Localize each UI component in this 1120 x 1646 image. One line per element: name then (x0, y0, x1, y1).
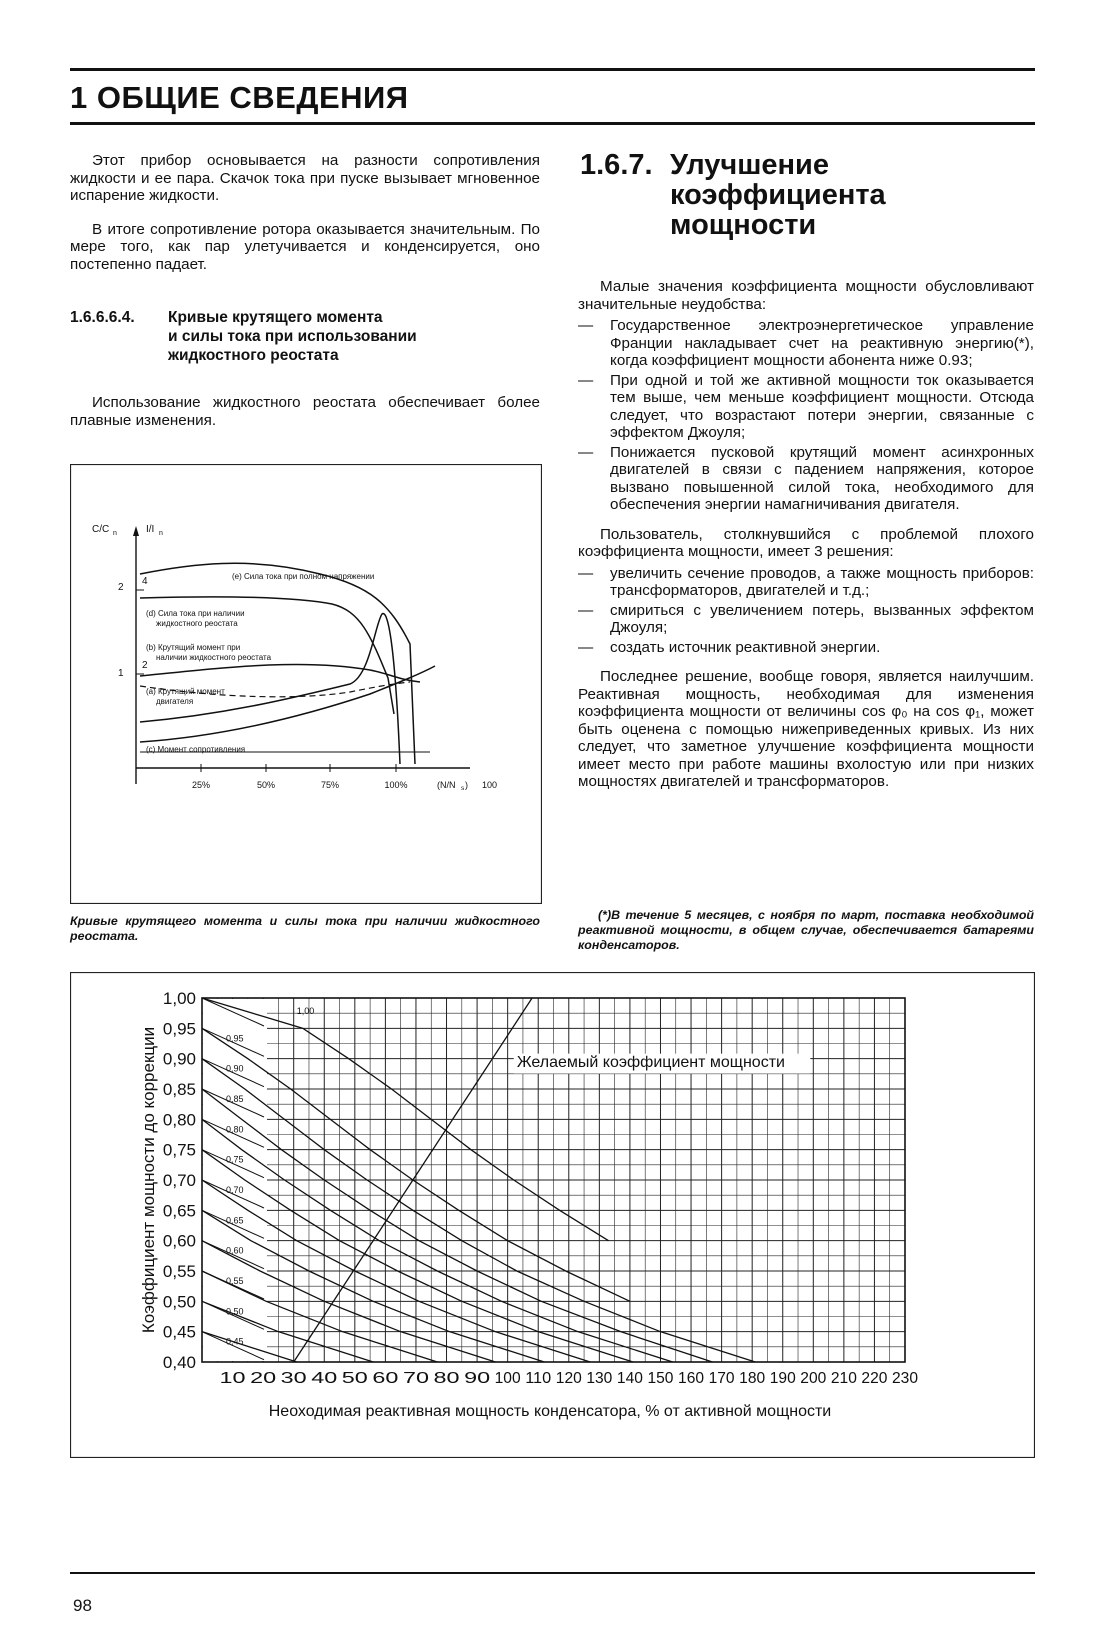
y-tick-label: 0,65 (162, 1201, 196, 1221)
chapter-title: 1 ОБЩИЕ СВЕДЕНИЯ (70, 80, 409, 115)
x-tick-label: 60 (372, 1370, 399, 1387)
x-tick-label: 230 (892, 1370, 919, 1387)
x-tick-label: 150 (647, 1370, 674, 1387)
curve-label: 0,70 (226, 1185, 244, 1195)
footer-rule (70, 1572, 1035, 1574)
y-inner-tick: 2 (142, 660, 148, 671)
curve-label: 0,85 (226, 1094, 244, 1104)
x-tick-label: 25% (191, 780, 211, 790)
x-tick-label: 50% (256, 780, 276, 790)
curve-annotation: двигателя (156, 697, 194, 706)
footnote: (*)В течение 5 месяцев, с ноября по март, поставка необходимой реактивной мощности, в общем случае, обеспечивается батареями конденсаторов. (578, 908, 1034, 952)
curve-annotation: (е) Сила тока при полном напряжении (232, 572, 375, 581)
y-inner-tick: 4 (142, 576, 148, 587)
right-body (578, 278, 1034, 807)
paragraph: Пользователь, столкнувшийся с проблемой плохого коэффициента мощности, имеет 3 решения: (578, 525, 1034, 560)
x-tick-label: 170 (708, 1370, 735, 1387)
page-number: 98 (73, 1596, 92, 1615)
curve-label: 1,00 (296, 1006, 315, 1016)
section-number: 1.6.7. (580, 149, 653, 181)
y-tick-label: 0,60 (162, 1231, 196, 1251)
curve-label: 0,90 (226, 1063, 244, 1074)
y-label-current-sub: n (159, 530, 163, 537)
left-intro (70, 152, 540, 289)
curve-annotation: жидкостного реостата (156, 619, 238, 628)
y-tick-label: 0,75 (162, 1140, 196, 1160)
curve-label: 0,55 (226, 1276, 244, 1286)
y-outer-tick: 2 (118, 582, 124, 593)
paragraph: Этот прибор основывается на разности сопротивления жидкости и ее пара. Скачок тока при пуске вызывает мгновенное испарение жидкости. (70, 152, 540, 204)
torque-current-figure (70, 464, 542, 904)
curve-label: 0,75 (226, 1154, 244, 1165)
y-axis-arrow (133, 526, 139, 536)
section-title-line: Улучшение (670, 149, 829, 181)
x-tick-label: 180 (739, 1370, 766, 1387)
power-factor-chart (70, 972, 1035, 1458)
list-item: — увеличить сечение проводов, а также мощность приборов: трансформаторов, двигателей и т.д.; (578, 565, 1034, 600)
y-tick-label: 0,45 (162, 1322, 196, 1342)
x-tick-label: 40 (311, 1370, 338, 1387)
x-axis-label: Неоходимая реактивная мощность конденсатора, % от активной мощности (268, 1403, 832, 1420)
paragraph: Использование жидкостного реостата обеспечивает более плавные изменения. (70, 394, 540, 429)
x-tick-label: 130 (586, 1370, 613, 1387)
left-after-heading (70, 394, 540, 445)
curve-annotation: (а) Крутящий момент (146, 687, 225, 696)
y-tick-label: 0,40 (162, 1353, 196, 1372)
subsection-title-line: и силы тока при использовании (168, 328, 417, 345)
y-tick-label: 1,00 (162, 989, 196, 1008)
curve-label: 0,65 (226, 1215, 244, 1226)
curve-annotation: (b) Крутящий момент при (146, 643, 241, 652)
y-label-current: I/I (146, 524, 155, 535)
x-tick-label: 10 (219, 1370, 246, 1387)
paragraph: В итоге сопротивление ротора оказывается значительным. По мере того, как пар улетучивается и конденсируется, оно постепенно падает. (70, 220, 540, 273)
paragraph: Последнее решение, вообще говоря, является наилучшим. Реактивная мощность, необходимая для изменения коэффициента мощности от величины cos φ₀ на cos φ₁, может быть оценена с помощью нижеприведенных кривых. Из них следует, что заметное улучшение коэффициента мощности имеет место при работе машины вхолостую или при низких мощностях двигателей и трансформаторов. (578, 668, 1034, 790)
paragraph: Малые значения коэффициента мощности обусловливают значительные неудобства: (578, 278, 1034, 313)
subsection-title-line: жидкостного реостата (168, 347, 339, 364)
section-title-line: коэффициента (670, 179, 886, 211)
curve-label: 0,50 (226, 1306, 244, 1317)
x-tick-label: 70 (402, 1370, 430, 1387)
x-axis-label-sub: s (461, 785, 465, 792)
curve-label: 0,45 (226, 1336, 244, 1347)
subsection-title-line: Кривые крутящего момента (168, 309, 383, 326)
curve-b (140, 664, 420, 682)
curve-label: 0,60 (226, 1245, 244, 1256)
top-rule (70, 68, 1035, 71)
x-tick-label: 30 (280, 1370, 307, 1387)
x-tick-label: 110 (525, 1370, 552, 1387)
x-end-value: 100 (482, 780, 498, 790)
section-title-line: мощности (670, 209, 817, 241)
drawbacks-list (578, 317, 1034, 514)
x-tick-label: 90 (464, 1370, 491, 1387)
x-tick-label: 100% (384, 780, 408, 790)
x-axis-label: (N/N (437, 780, 456, 790)
list-item: — При одной и той же активной мощности ток оказывается тем выше, чем меньше коэффициент мощности. Отсюда следует, что возрастают потери энергии, связанные с эффектом Джоуля; (578, 372, 1034, 442)
x-tick-label: 50 (341, 1370, 368, 1387)
y-axis-label: Коэффициент мощности до коррекции (139, 1026, 158, 1334)
figure-caption: Кривые крутящего момента и силы тока при наличии жидкостного реостата. (70, 914, 540, 943)
curve-label: 0,95 (226, 1033, 244, 1044)
x-tick-label: 100 (494, 1370, 521, 1387)
chart-grid (202, 998, 905, 1362)
x-tick-label: 140 (616, 1370, 644, 1387)
y-tick-label: 0,90 (162, 1049, 196, 1069)
subsection-number: 1.6.6.6.4. (70, 309, 135, 326)
x-tick-label: 200 (800, 1370, 827, 1387)
x-tick-label: 190 (769, 1370, 796, 1387)
curve-annotation: (d) Сила тока при наличии (146, 609, 245, 618)
y-label-torque: C/C (92, 524, 110, 535)
y-outer-tick: 1 (118, 668, 124, 679)
x-tick-label: 80 (433, 1370, 460, 1387)
x-tick-label: 220 (861, 1370, 888, 1387)
y-tick-label: 0,85 (162, 1080, 196, 1099)
y-tick-label: 0,80 (162, 1110, 196, 1130)
list-item: — Понижается пусковой крутящий момент асинхронных двигателей в связи с падением напряжения, которое вызвано повышенной силой тока, необходимого для обеспечения энергии намагничивания двигателя. (578, 444, 1034, 514)
desired-pf-annotation: Желаемый коэффициент мощности (516, 1053, 785, 1071)
x-tick-label: 120 (555, 1370, 582, 1387)
header-rule (70, 122, 1035, 125)
list-item: — смириться с увеличением потерь, вызванных эффектом Джоуля; (578, 602, 1034, 637)
x-tick-label: 20 (250, 1370, 277, 1387)
y-label-torque-sub: n (113, 530, 117, 537)
y-tick-label: 0,55 (162, 1262, 196, 1281)
y-tick-label: 0,50 (162, 1292, 196, 1312)
x-tick-label: 160 (678, 1370, 705, 1387)
y-tick-label: 0,70 (162, 1171, 196, 1190)
curve-label: 0,80 (226, 1124, 244, 1135)
list-item: — Государственное электроэнергетическое управление Франции накладывает счет на реактивную энергию(*), когда коэффициент мощности абонента ниже 0.93; (578, 317, 1034, 370)
x-axis-label-end: ) (465, 780, 468, 790)
curve-e (140, 563, 415, 764)
x-tick-label: 75% (320, 780, 340, 790)
curve-annotation: наличии жидкостного реостата (156, 653, 272, 662)
curve-annotation: (с) Момент сопротивления (146, 745, 246, 754)
solutions-list (578, 565, 1034, 657)
y-tick-label: 0,95 (162, 1019, 196, 1039)
list-item: — создать источник реактивной энергии. (578, 639, 1034, 657)
x-tick-label: 210 (830, 1370, 857, 1387)
